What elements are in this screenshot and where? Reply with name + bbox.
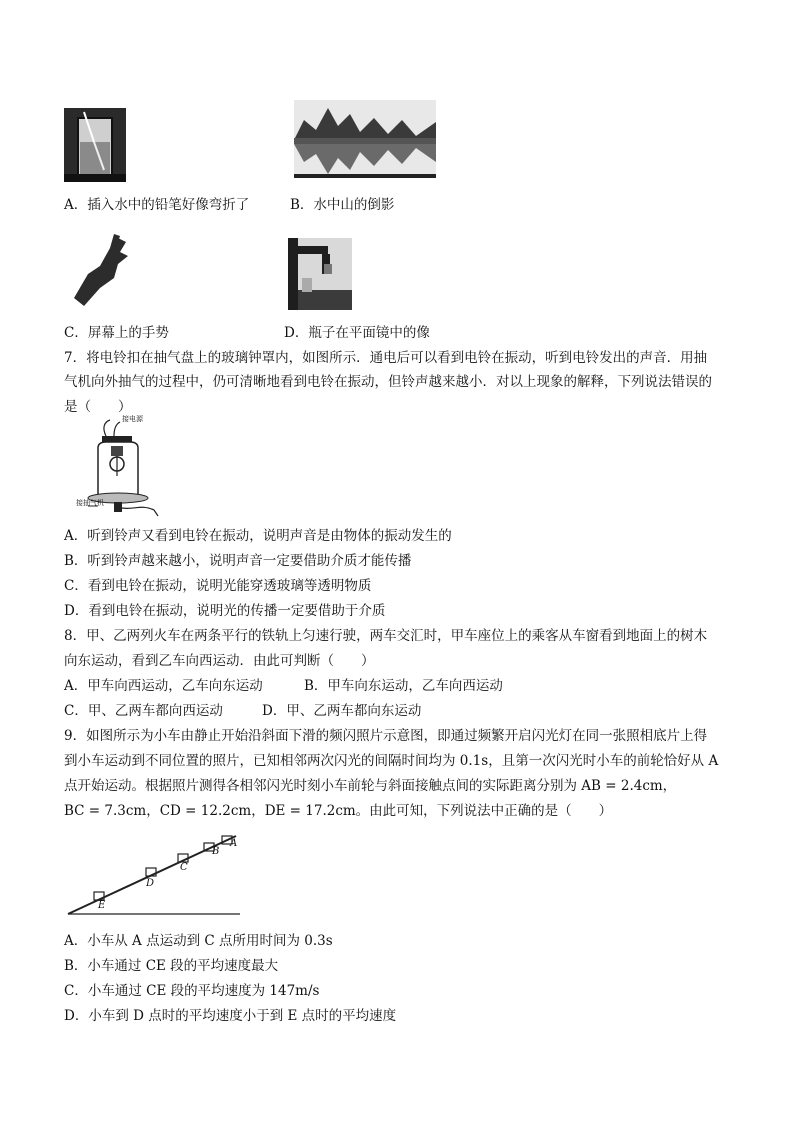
q9-stem-line2: 到小车运动到不同位置的照片，已知相邻两次闪光的间隔时间均为 0.1s，且第一次闪光时小车的前轮恰好从 A — [64, 753, 719, 769]
q9-option-b: B．小车通过 CE 段的平均速度最大 — [64, 958, 279, 974]
pencil-in-water-photo — [64, 108, 126, 182]
q8-option-a: A．甲车向西运动，乙车向东运动 — [64, 678, 263, 694]
q7-option-b: B．听到铃声越来越小，说明声音一定要借助介质才能传播 — [64, 553, 412, 569]
q6-option-d: D．瓶子在平面镜中的像 — [284, 325, 430, 341]
q6-option-c: C．屏幕上的手势 — [64, 325, 169, 341]
point-label-a: A — [230, 838, 238, 849]
power-label: 接电源 — [122, 415, 143, 423]
point-label-b: B — [212, 846, 220, 857]
q9-option-d: D．小车到 D 点时的平均速度小于到 E 点时的平均速度 — [64, 1008, 397, 1024]
q8-option-d: D．甲、乙两车都向东运动 — [262, 703, 422, 719]
q9-stem-line1: 9．如图所示为小车由静止开始沿斜面下滑的频闪照片示意图，即通过频繁开启闪光灯在同一张照相底片上得 — [64, 728, 708, 744]
q7-stem-line3: 是（ ） — [64, 399, 132, 415]
q7-option-d: D．看到电铃在振动，说明光的传播一定要借助于介质 — [64, 603, 386, 619]
q8-option-b: B．甲车向东运动，乙车向西运动 — [304, 678, 503, 694]
hand-shadow-photo — [70, 228, 132, 308]
q9-option-a: A．小车从 A 点运动到 C 点所用时间为 0.3s — [64, 933, 333, 949]
mountain-reflection-photo — [294, 100, 436, 178]
pump-label: 接抽气机 — [76, 499, 104, 507]
bottle-mirror-photo — [288, 238, 352, 310]
q8-stem-line1: 8．甲、乙两列火车在两条平行的铁轨上匀速行驶，两车交汇时，甲车座位上的乘客从车窗看到地面上的树木 — [64, 628, 708, 644]
q8-option-c: C．甲、乙两车都向西运动 — [64, 703, 223, 719]
q7-option-a: A．听到铃声又看到电铃在振动，说明声音是由物体的振动发生的 — [64, 528, 452, 544]
q9-option-c: C．小车通过 CE 段的平均速度为 147m/s — [64, 983, 320, 999]
q6-option-a: A．插入水中的铅笔好像弯折了 — [64, 197, 250, 213]
bell-jar-figure — [76, 415, 170, 518]
q9-stem-line4: BC = 7.3cm，CD = 12.2cm，DE = 17.2cm。由此可知，下列说法中正确的是（ ） — [64, 803, 613, 819]
q8-stem-line2: 向东运动，看到乙车向西运动．由此可判断（ ） — [64, 653, 375, 669]
point-label-e: E — [98, 900, 106, 911]
point-label-c: C — [180, 862, 188, 873]
incline-figure — [64, 826, 244, 922]
q7-option-c: C．看到电铃在振动，说明光能穿透玻璃等透明物质 — [64, 578, 372, 594]
q9-stem-line3: 点开始运动。根据照片测得各相邻闪光时刻小车前轮与斜面接触点间的实际距离分别为 AB = 2.4cm， — [64, 778, 677, 794]
point-label-d: D — [146, 878, 155, 889]
q7-stem-line1: 7．将电铃扣在抽气盘上的玻璃钟罩内，如图所示．通电后可以看到电铃在振动，听到电铃发出的声音．用抽 — [64, 350, 708, 366]
q7-stem-line2: 气机向外抽气的过程中，仍可清晰地看到电铃在振动，但铃声越来越小．对以上现象的解释，下列说法错误的 — [64, 374, 712, 390]
q6-option-b: B．水中山的倒影 — [290, 197, 395, 213]
